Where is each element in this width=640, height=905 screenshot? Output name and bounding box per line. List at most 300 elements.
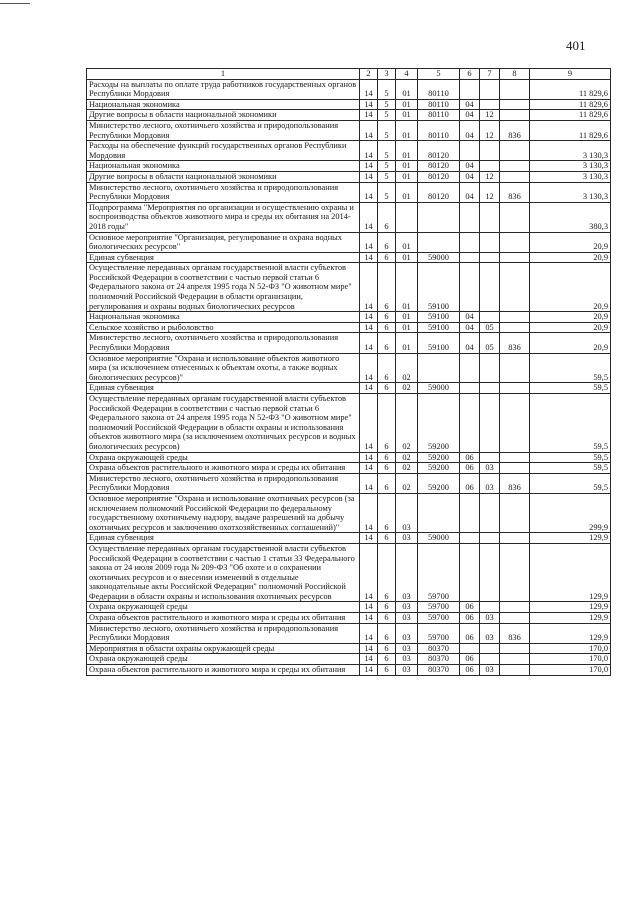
code-cell: 03 bbox=[396, 602, 418, 613]
code-cell: 04 bbox=[460, 110, 480, 121]
amount-cell: 59,5 bbox=[530, 394, 611, 453]
amount-cell: 20,9 bbox=[530, 312, 611, 323]
code-cell: 14 bbox=[360, 141, 378, 161]
code-cell: 59000 bbox=[418, 383, 460, 394]
code-cell bbox=[480, 643, 500, 654]
code-cell: 01 bbox=[396, 99, 418, 110]
code-cell: 03 bbox=[480, 463, 500, 474]
code-cell: 01 bbox=[396, 182, 418, 202]
code-cell: 6 bbox=[378, 623, 396, 643]
code-cell: 01 bbox=[396, 263, 418, 312]
code-cell: 05 bbox=[480, 333, 500, 353]
row-name-cell: Охрана объектов растительного и животного мира и среды их обитания bbox=[87, 665, 360, 676]
row-name-cell: Основное мероприятие "Охрана и использование объектов животного мира (за исключением отнесенных к объектам охоты, а также водных биологических ресурсов)" bbox=[87, 353, 360, 383]
code-cell bbox=[500, 602, 530, 613]
row-name-cell: Единая субвенция bbox=[87, 383, 360, 394]
code-cell bbox=[500, 232, 530, 252]
code-cell: 6 bbox=[378, 202, 396, 232]
table-row bbox=[87, 654, 611, 665]
code-cell: 80110 bbox=[418, 120, 460, 140]
budget-table bbox=[86, 68, 611, 676]
code-cell: 80370 bbox=[418, 665, 460, 676]
code-cell bbox=[460, 394, 480, 453]
code-cell: 6 bbox=[378, 543, 396, 602]
code-cell: 59200 bbox=[418, 473, 460, 493]
code-cell bbox=[500, 643, 530, 654]
row-name-cell: Другие вопросы в области национальной экономики bbox=[87, 171, 360, 182]
code-cell: 01 bbox=[396, 120, 418, 140]
code-cell bbox=[460, 643, 480, 654]
row-name-cell: Подпрограмма "Мероприятия по организации и осуществлению охраны и воспроизводства объектов животного мира и среды их обитания на 2014-2018 годы" bbox=[87, 202, 360, 232]
code-cell: 80110 bbox=[418, 79, 460, 99]
code-cell: 03 bbox=[396, 623, 418, 643]
code-cell: 12 bbox=[480, 120, 500, 140]
code-cell bbox=[500, 79, 530, 99]
code-cell: 80110 bbox=[418, 110, 460, 121]
code-cell: 02 bbox=[396, 353, 418, 383]
code-cell bbox=[396, 202, 418, 232]
header-cell: 8 bbox=[500, 69, 530, 80]
code-cell bbox=[480, 263, 500, 312]
header-cell: 3 bbox=[378, 69, 396, 80]
row-name-cell: Министерство лесного, охотничьего хозяйства и природопользования Республики Мордовия bbox=[87, 120, 360, 140]
code-cell bbox=[480, 353, 500, 383]
code-cell: 01 bbox=[396, 232, 418, 252]
code-cell bbox=[460, 493, 480, 532]
code-cell: 14 bbox=[360, 161, 378, 172]
code-cell: 01 bbox=[396, 333, 418, 353]
code-cell: 14 bbox=[360, 171, 378, 182]
header-cell: 9 bbox=[530, 69, 611, 80]
amount-cell: 20,9 bbox=[530, 333, 611, 353]
row-name-cell: Основное мероприятие "Охрана и использование охотничьих ресурсов (за исключением полномочий Российской Федерации по федеральному государственному охотничьему надзору, выдаче разрешений на добычу охотничьих ресурсов и заключению охотхозяйственных соглашений)" bbox=[87, 493, 360, 532]
code-cell: 14 bbox=[360, 322, 378, 333]
code-cell: 5 bbox=[378, 171, 396, 182]
code-cell bbox=[460, 533, 480, 544]
table-row bbox=[87, 263, 611, 312]
amount-cell: 59,5 bbox=[530, 452, 611, 463]
code-cell: 80120 bbox=[418, 171, 460, 182]
code-cell bbox=[460, 263, 480, 312]
table-row bbox=[87, 394, 611, 453]
code-cell: 14 bbox=[360, 613, 378, 624]
code-cell: 14 bbox=[360, 473, 378, 493]
code-cell bbox=[500, 613, 530, 624]
code-cell: 6 bbox=[378, 452, 396, 463]
code-cell: 5 bbox=[378, 182, 396, 202]
code-cell: 836 bbox=[500, 120, 530, 140]
code-cell bbox=[418, 202, 460, 232]
code-cell bbox=[460, 202, 480, 232]
code-cell bbox=[500, 99, 530, 110]
table-row bbox=[87, 141, 611, 161]
table-row bbox=[87, 232, 611, 252]
row-name-cell: Национальная экономика bbox=[87, 99, 360, 110]
code-cell: 14 bbox=[360, 263, 378, 312]
code-cell: 06 bbox=[460, 613, 480, 624]
code-cell bbox=[480, 161, 500, 172]
code-cell: 6 bbox=[378, 252, 396, 263]
code-cell: 14 bbox=[360, 383, 378, 394]
table-row bbox=[87, 110, 611, 121]
code-cell: 14 bbox=[360, 182, 378, 202]
table-body bbox=[87, 79, 611, 675]
code-cell: 14 bbox=[360, 333, 378, 353]
amount-cell: 129,9 bbox=[530, 602, 611, 613]
code-cell bbox=[500, 110, 530, 121]
code-cell bbox=[500, 383, 530, 394]
row-name-cell: Охрана объектов растительного и животного мира и среды их обитания bbox=[87, 613, 360, 624]
code-cell: 06 bbox=[460, 623, 480, 643]
code-cell: 80370 bbox=[418, 654, 460, 665]
code-cell bbox=[500, 171, 530, 182]
code-cell: 6 bbox=[378, 613, 396, 624]
code-cell bbox=[500, 202, 530, 232]
code-cell: 6 bbox=[378, 473, 396, 493]
amount-cell: 59,5 bbox=[530, 353, 611, 383]
code-cell bbox=[500, 141, 530, 161]
code-cell: 02 bbox=[396, 394, 418, 453]
amount-cell: 20,9 bbox=[530, 232, 611, 252]
table-row bbox=[87, 171, 611, 182]
amount-cell: 3 130,3 bbox=[530, 141, 611, 161]
code-cell: 80120 bbox=[418, 141, 460, 161]
code-cell: 59100 bbox=[418, 312, 460, 323]
code-cell: 14 bbox=[360, 533, 378, 544]
code-cell bbox=[480, 232, 500, 252]
code-cell bbox=[480, 654, 500, 665]
code-cell: 14 bbox=[360, 452, 378, 463]
code-cell bbox=[460, 353, 480, 383]
amount-cell: 20,9 bbox=[530, 322, 611, 333]
header-cell: 1 bbox=[87, 69, 360, 80]
code-cell: 03 bbox=[396, 654, 418, 665]
row-name-cell: Министерство лесного, охотничьего хозяйства и природопользования Республики Мордовия bbox=[87, 623, 360, 643]
code-cell bbox=[500, 463, 530, 474]
code-cell: 01 bbox=[396, 110, 418, 121]
header-cell: 2 bbox=[360, 69, 378, 80]
code-cell bbox=[480, 99, 500, 110]
code-cell: 02 bbox=[396, 463, 418, 474]
code-cell: 14 bbox=[360, 463, 378, 474]
table-row bbox=[87, 493, 611, 532]
amount-cell: 59,5 bbox=[530, 473, 611, 493]
code-cell: 5 bbox=[378, 161, 396, 172]
amount-cell: 129,9 bbox=[530, 533, 611, 544]
code-cell bbox=[500, 533, 530, 544]
row-name-cell: Национальная экономика bbox=[87, 161, 360, 172]
amount-cell: 11 829,6 bbox=[530, 99, 611, 110]
table-row bbox=[87, 252, 611, 263]
code-cell: 80370 bbox=[418, 643, 460, 654]
header-cell: 4 bbox=[396, 69, 418, 80]
amount-cell: 170,0 bbox=[530, 654, 611, 665]
code-cell: 6 bbox=[378, 533, 396, 544]
table-row bbox=[87, 473, 611, 493]
code-cell bbox=[480, 602, 500, 613]
header-row bbox=[87, 69, 611, 80]
code-cell: 6 bbox=[378, 353, 396, 383]
code-cell: 04 bbox=[460, 333, 480, 353]
code-cell: 04 bbox=[460, 120, 480, 140]
code-cell bbox=[500, 322, 530, 333]
code-cell: 5 bbox=[378, 141, 396, 161]
table-row bbox=[87, 353, 611, 383]
code-cell: 6 bbox=[378, 643, 396, 654]
code-cell: 01 bbox=[396, 171, 418, 182]
table-row bbox=[87, 312, 611, 323]
table-row bbox=[87, 665, 611, 676]
code-cell: 02 bbox=[396, 473, 418, 493]
code-cell: 02 bbox=[396, 452, 418, 463]
code-cell bbox=[460, 252, 480, 263]
code-cell: 5 bbox=[378, 120, 396, 140]
table-row bbox=[87, 463, 611, 474]
table-row bbox=[87, 602, 611, 613]
code-cell: 04 bbox=[460, 171, 480, 182]
code-cell bbox=[500, 543, 530, 602]
amount-cell: 3 130,3 bbox=[530, 182, 611, 202]
table-row bbox=[87, 79, 611, 99]
table-row bbox=[87, 99, 611, 110]
row-name-cell: Другие вопросы в области национальной экономики bbox=[87, 110, 360, 121]
code-cell: 5 bbox=[378, 110, 396, 121]
row-name-cell: Охрана окружающей среды bbox=[87, 654, 360, 665]
amount-cell: 20,9 bbox=[530, 252, 611, 263]
code-cell: 6 bbox=[378, 263, 396, 312]
code-cell: 01 bbox=[396, 322, 418, 333]
code-cell bbox=[480, 533, 500, 544]
code-cell: 14 bbox=[360, 110, 378, 121]
code-cell bbox=[460, 232, 480, 252]
code-cell bbox=[480, 202, 500, 232]
code-cell: 59700 bbox=[418, 543, 460, 602]
code-cell: 59200 bbox=[418, 452, 460, 463]
amount-cell: 380,3 bbox=[530, 202, 611, 232]
amount-cell: 11 829,6 bbox=[530, 79, 611, 99]
code-cell: 03 bbox=[396, 543, 418, 602]
code-cell: 03 bbox=[480, 613, 500, 624]
code-cell bbox=[460, 141, 480, 161]
code-cell: 04 bbox=[460, 182, 480, 202]
code-cell: 14 bbox=[360, 202, 378, 232]
table-row bbox=[87, 643, 611, 654]
code-cell: 01 bbox=[396, 141, 418, 161]
table-row bbox=[87, 452, 611, 463]
code-cell: 12 bbox=[480, 182, 500, 202]
header-cell: 5 bbox=[418, 69, 460, 80]
code-cell: 59100 bbox=[418, 322, 460, 333]
table-row bbox=[87, 202, 611, 232]
row-name-cell: Единая субвенция bbox=[87, 533, 360, 544]
code-cell bbox=[500, 654, 530, 665]
code-cell: 6 bbox=[378, 602, 396, 613]
amount-cell: 59,5 bbox=[530, 383, 611, 394]
code-cell: 14 bbox=[360, 232, 378, 252]
page-number: 401 bbox=[566, 38, 586, 53]
code-cell bbox=[460, 543, 480, 602]
code-cell bbox=[500, 161, 530, 172]
code-cell bbox=[500, 665, 530, 676]
amount-cell: 59,5 bbox=[530, 463, 611, 474]
code-cell bbox=[480, 141, 500, 161]
code-cell: 06 bbox=[460, 665, 480, 676]
row-name-cell: Министерство лесного, охотничьего хозяйства и природопользования Республики Мордовия bbox=[87, 182, 360, 202]
code-cell: 14 bbox=[360, 665, 378, 676]
code-cell: 01 bbox=[396, 79, 418, 99]
table-row bbox=[87, 613, 611, 624]
code-cell: 6 bbox=[378, 232, 396, 252]
code-cell: 06 bbox=[460, 473, 480, 493]
code-cell: 14 bbox=[360, 643, 378, 654]
amount-cell: 129,9 bbox=[530, 543, 611, 602]
code-cell: 14 bbox=[360, 654, 378, 665]
code-cell: 06 bbox=[460, 463, 480, 474]
code-cell: 59100 bbox=[418, 333, 460, 353]
code-cell: 6 bbox=[378, 333, 396, 353]
table-row bbox=[87, 120, 611, 140]
code-cell: 03 bbox=[396, 493, 418, 532]
amount-cell: 129,9 bbox=[530, 623, 611, 643]
code-cell bbox=[500, 394, 530, 453]
code-cell: 59200 bbox=[418, 463, 460, 474]
code-cell: 12 bbox=[480, 171, 500, 182]
code-cell: 03 bbox=[480, 623, 500, 643]
code-cell bbox=[500, 452, 530, 463]
code-cell: 01 bbox=[396, 252, 418, 263]
row-name-cell: Национальная экономика bbox=[87, 312, 360, 323]
table-row bbox=[87, 533, 611, 544]
code-cell: 59000 bbox=[418, 533, 460, 544]
code-cell bbox=[460, 383, 480, 394]
code-cell: 14 bbox=[360, 120, 378, 140]
header-cell: 7 bbox=[480, 69, 500, 80]
row-name-cell: Охрана окружающей среды bbox=[87, 602, 360, 613]
code-cell: 59700 bbox=[418, 613, 460, 624]
amount-cell: 3 130,3 bbox=[530, 171, 611, 182]
row-name-cell: Охрана объектов растительного и животного мира и среды их обитания bbox=[87, 463, 360, 474]
code-cell: 03 bbox=[396, 665, 418, 676]
code-cell: 80110 bbox=[418, 99, 460, 110]
code-cell bbox=[480, 493, 500, 532]
row-name-cell: Осуществление переданных органам государственной власти субъектов Российской Федерации в соответствии с частью 1 статьи 33 Федерального закона от 24 июля 2009 года № 209-ФЗ "Об охоте и о сохранении охотничьих ресурсов и о внесении изменений в отдельные законодательные акты Российской Федерации" полномочий Российской Федерации в области охраны и использования охотничьих ресурсов bbox=[87, 543, 360, 602]
code-cell bbox=[480, 394, 500, 453]
amount-cell: 299,9 bbox=[530, 493, 611, 532]
code-cell bbox=[500, 312, 530, 323]
code-cell: 04 bbox=[460, 322, 480, 333]
code-cell: 12 bbox=[480, 110, 500, 121]
code-cell: 14 bbox=[360, 252, 378, 263]
amount-cell: 170,0 bbox=[530, 643, 611, 654]
amount-cell: 129,9 bbox=[530, 613, 611, 624]
row-name-cell: Осуществление переданных органам государственной власти субъектов Российской Федерации в соответствии с частью первой статьи 6 Федерального закона от 24 апреля 1995 года N 52-ФЗ "О животном мире" полномочий Российской Федерации в области охраны и использования объектов животного мира (за исключением охотничьих ресурсов и водных биологических ресурсов) bbox=[87, 394, 360, 453]
code-cell: 6 bbox=[378, 394, 396, 453]
code-cell bbox=[500, 263, 530, 312]
code-cell: 05 bbox=[480, 322, 500, 333]
row-name-cell: Осуществление переданных органам государственной власти субъектов Российской Федерации в соответствии с частью первой статьи 6 Федерального закона от 24 апреля 1995 года N 52-ФЗ "О животном мире" полномочий Российской Федерации в области организации, регулирования и охраны водных биологических ресурсов bbox=[87, 263, 360, 312]
code-cell: 6 bbox=[378, 493, 396, 532]
code-cell: 6 bbox=[378, 665, 396, 676]
code-cell bbox=[500, 353, 530, 383]
table-row bbox=[87, 383, 611, 394]
code-cell: 14 bbox=[360, 602, 378, 613]
code-cell: 02 bbox=[396, 383, 418, 394]
code-cell: 14 bbox=[360, 493, 378, 532]
code-cell: 836 bbox=[500, 473, 530, 493]
table-row bbox=[87, 543, 611, 602]
amount-cell: 11 829,6 bbox=[530, 110, 611, 121]
row-name-cell: Единая субвенция bbox=[87, 252, 360, 263]
code-cell: 04 bbox=[460, 161, 480, 172]
code-cell: 59100 bbox=[418, 263, 460, 312]
code-cell: 6 bbox=[378, 322, 396, 333]
code-cell: 03 bbox=[480, 665, 500, 676]
code-cell: 836 bbox=[500, 182, 530, 202]
code-cell bbox=[418, 232, 460, 252]
header-cell: 6 bbox=[460, 69, 480, 80]
code-cell: 06 bbox=[460, 452, 480, 463]
code-cell: 5 bbox=[378, 99, 396, 110]
row-name-cell: Расходы на выплаты по оплате труда работников государственных органов Республики Мордовия bbox=[87, 79, 360, 99]
code-cell: 03 bbox=[396, 613, 418, 624]
code-cell: 03 bbox=[396, 643, 418, 654]
code-cell: 5 bbox=[378, 79, 396, 99]
code-cell: 6 bbox=[378, 654, 396, 665]
row-name-cell: Мероприятия в области охраны окружающей среды bbox=[87, 643, 360, 654]
code-cell: 80120 bbox=[418, 182, 460, 202]
row-name-cell: Министерство лесного, охотничьего хозяйства и природопользования Республики Мордовия bbox=[87, 333, 360, 353]
table-row bbox=[87, 333, 611, 353]
row-name-cell: Охрана окружающей среды bbox=[87, 452, 360, 463]
code-cell bbox=[480, 452, 500, 463]
table-row bbox=[87, 623, 611, 643]
scan-mark bbox=[0, 3, 30, 4]
code-cell: 6 bbox=[378, 312, 396, 323]
code-cell: 836 bbox=[500, 623, 530, 643]
code-cell: 14 bbox=[360, 394, 378, 453]
code-cell: 03 bbox=[480, 473, 500, 493]
code-cell: 01 bbox=[396, 312, 418, 323]
amount-cell: 11 829,6 bbox=[530, 120, 611, 140]
row-name-cell: Министерство лесного, охотничьего хозяйства и природопользования Республики Мордовия bbox=[87, 473, 360, 493]
row-name-cell: Сельское хозяйство и рыболовство bbox=[87, 322, 360, 333]
code-cell bbox=[418, 353, 460, 383]
amount-cell: 20,9 bbox=[530, 263, 611, 312]
code-cell: 80120 bbox=[418, 161, 460, 172]
code-cell: 59200 bbox=[418, 394, 460, 453]
code-cell: 14 bbox=[360, 623, 378, 643]
code-cell bbox=[480, 79, 500, 99]
code-cell bbox=[480, 312, 500, 323]
code-cell: 59700 bbox=[418, 623, 460, 643]
code-cell: 04 bbox=[460, 99, 480, 110]
code-cell: 6 bbox=[378, 383, 396, 394]
code-cell bbox=[480, 383, 500, 394]
code-cell: 14 bbox=[360, 79, 378, 99]
code-cell: 06 bbox=[460, 654, 480, 665]
code-cell: 14 bbox=[360, 99, 378, 110]
table-row bbox=[87, 161, 611, 172]
code-cell: 836 bbox=[500, 333, 530, 353]
code-cell bbox=[418, 493, 460, 532]
code-cell: 03 bbox=[396, 533, 418, 544]
code-cell: 59700 bbox=[418, 602, 460, 613]
code-cell: 14 bbox=[360, 353, 378, 383]
code-cell bbox=[480, 543, 500, 602]
amount-cell: 170,0 bbox=[530, 665, 611, 676]
code-cell: 59000 bbox=[418, 252, 460, 263]
code-cell bbox=[480, 252, 500, 263]
